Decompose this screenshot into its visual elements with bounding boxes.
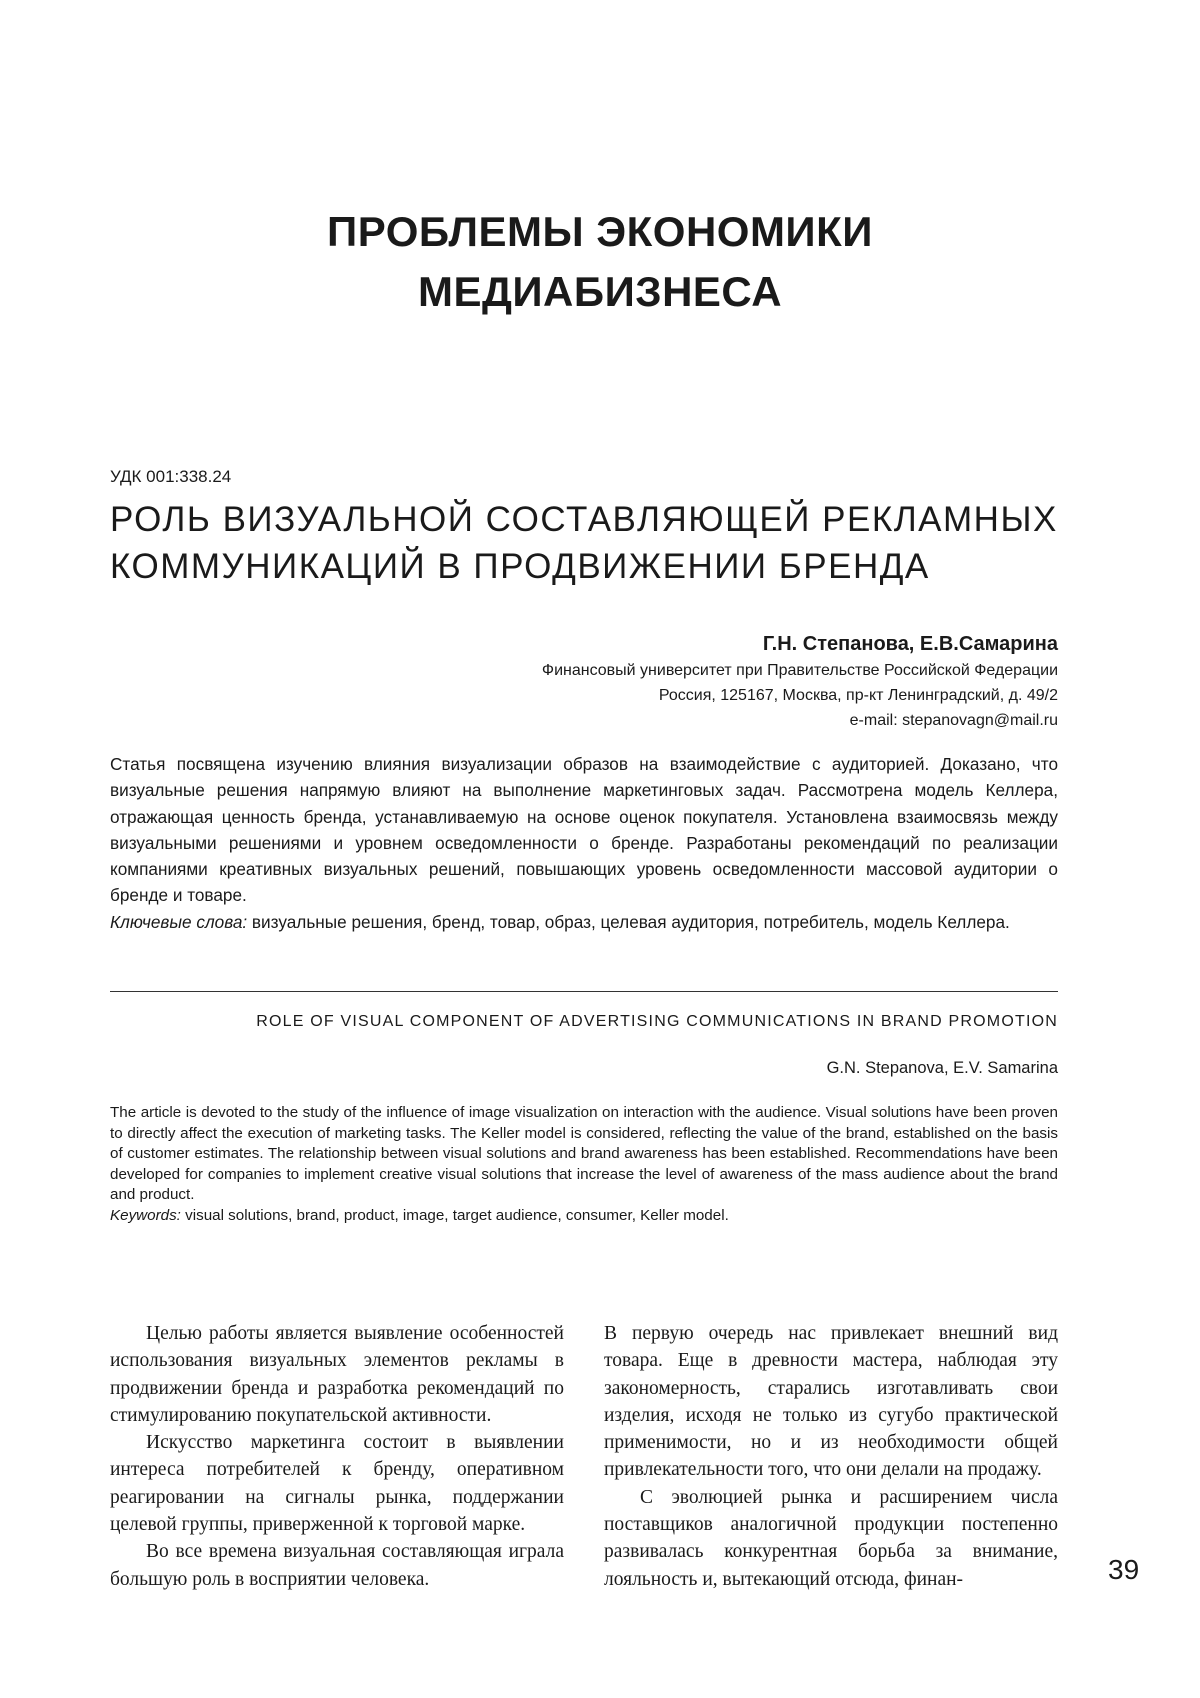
keywords-en [110, 1206, 1058, 1227]
authors-en: G.N. Stepanova, E.V. Samarina [826, 1059, 1058, 1077]
affiliation-org: Финансовый университет при Правительстве Российской Федерации [541, 662, 1058, 679]
keywords-en-label: Keywords: [110, 1206, 181, 1224]
keywords-ru-label: Ключевые слова: [110, 911, 248, 932]
abstract-ru-text: Статья посвящена изучению влияния визуализации образов на взаимодействие с аудиторией. Доказано, что визуальные решения напрямую влияют на выполнение маркетинговых задач. Рассмотрена модель Келлера, отражающая ценность бренда, устанавливаемую на основе оценок покупателя. Установлена взаимосвязь между визуальными решениями и уровнем осведомленности о бренде. Разработаны рекомендаций по реализации компаниями креативных визуальных решений, повышающих уровень осведомленности массовой аудитории о бренде и товаре. [110, 754, 1058, 906]
keywords-ru [110, 909, 1058, 935]
affiliation-address: Россия, 125167, Москва, пр-кт Ленинградский, д. 49/2 [658, 687, 1058, 704]
article-title-line-1: РОЛЬ ВИЗУАЛЬНОЙ СОСТАВЛЯЮЩЕЙ РЕКЛАМНЫХ [110, 500, 1058, 539]
section-title-line-1: ПРОБЛЕМЫ ЭКОНОМИКИ [327, 208, 873, 255]
section-title [0, 202, 1200, 322]
abstract-ru [110, 751, 1058, 935]
body-paragraph: С эволюцией рынка и расширением числа поставщиков аналогичной продукции постепенно развивалась конкурентная борьба за внимание, лояльность и, вытекающий отсюда, финан- [604, 1486, 1058, 1590]
body-column-right [604, 1320, 1058, 1593]
keywords-en-text: visual solutions, brand, product, image, target audience, consumer, Keller model. [180, 1206, 729, 1224]
section-title-line-2: МЕДИАБИЗНЕСА [417, 268, 783, 315]
body-column-left [110, 1320, 564, 1593]
body-paragraph: В первую очередь нас привлекает внешний вид товара. Еще в древности мастера, наблюдая эту закономерность, старались изготавливать свои изделия, исходя не только из сугубо практической применимости, но и из необходимости общей привлекательности того, что они делали на продажу. [604, 1323, 1058, 1481]
body-paragraph: Искусство маркетинга состоит в выявлении интереса потребителей к бренду, оперативном реагировании на сигналы рынка, поддержании целевой группы, приверженной к торговой марке. [110, 1432, 564, 1536]
body-paragraph: Целью работы является выявление особенностей использования визуальных элементов рекламы в продвижении бренда и разработка рекомендаций по стимулированию покупательской активности. [110, 1323, 564, 1426]
article-title [110, 496, 1070, 590]
article-title-line-2: КОММУНИКАЦИЙ В ПРОДВИЖЕНИИ БРЕНДА [110, 547, 930, 586]
body-paragraph: Во все времена визуальная составляющая играла большую роль в восприятии человека. [110, 1541, 564, 1590]
authors-ru: Г.Н. Степанова, Е.В.Самарина [762, 633, 1058, 655]
title-en: ROLE OF VISUAL COMPONENT OF ADVERTISING COMMUNICATIONS IN BRAND PROMOTION [256, 1013, 1058, 1030]
abstract-en [110, 1103, 1058, 1226]
authors-block [542, 630, 1058, 733]
keywords-ru-text: визуальные решения, бренд, товар, образ, целевая аудитория, потребитель, модель Келлера. [247, 911, 1010, 932]
page-number: 39 [1108, 1554, 1140, 1585]
udk-code: УДК 001:338.24 [110, 467, 232, 486]
abstract-en-text: The article is devoted to the study of the influence of image visualization on interaction with the audience. Visual solutions have been proven to directly affect the execution of marketing tasks. The Keller model is considered, reflecting the value of the brand, established on the basis of customer estimates. The relationship between visual solutions and brand awareness has been established. Recommendations have been developed for companies to implement creative visual solutions that increase the level of awareness of the mass audience about the brand and product. [110, 1104, 1058, 1203]
section-divider [110, 991, 1058, 992]
affiliation-email[interactable]: e-mail: stepanovagn@mail.ru [849, 712, 1058, 729]
